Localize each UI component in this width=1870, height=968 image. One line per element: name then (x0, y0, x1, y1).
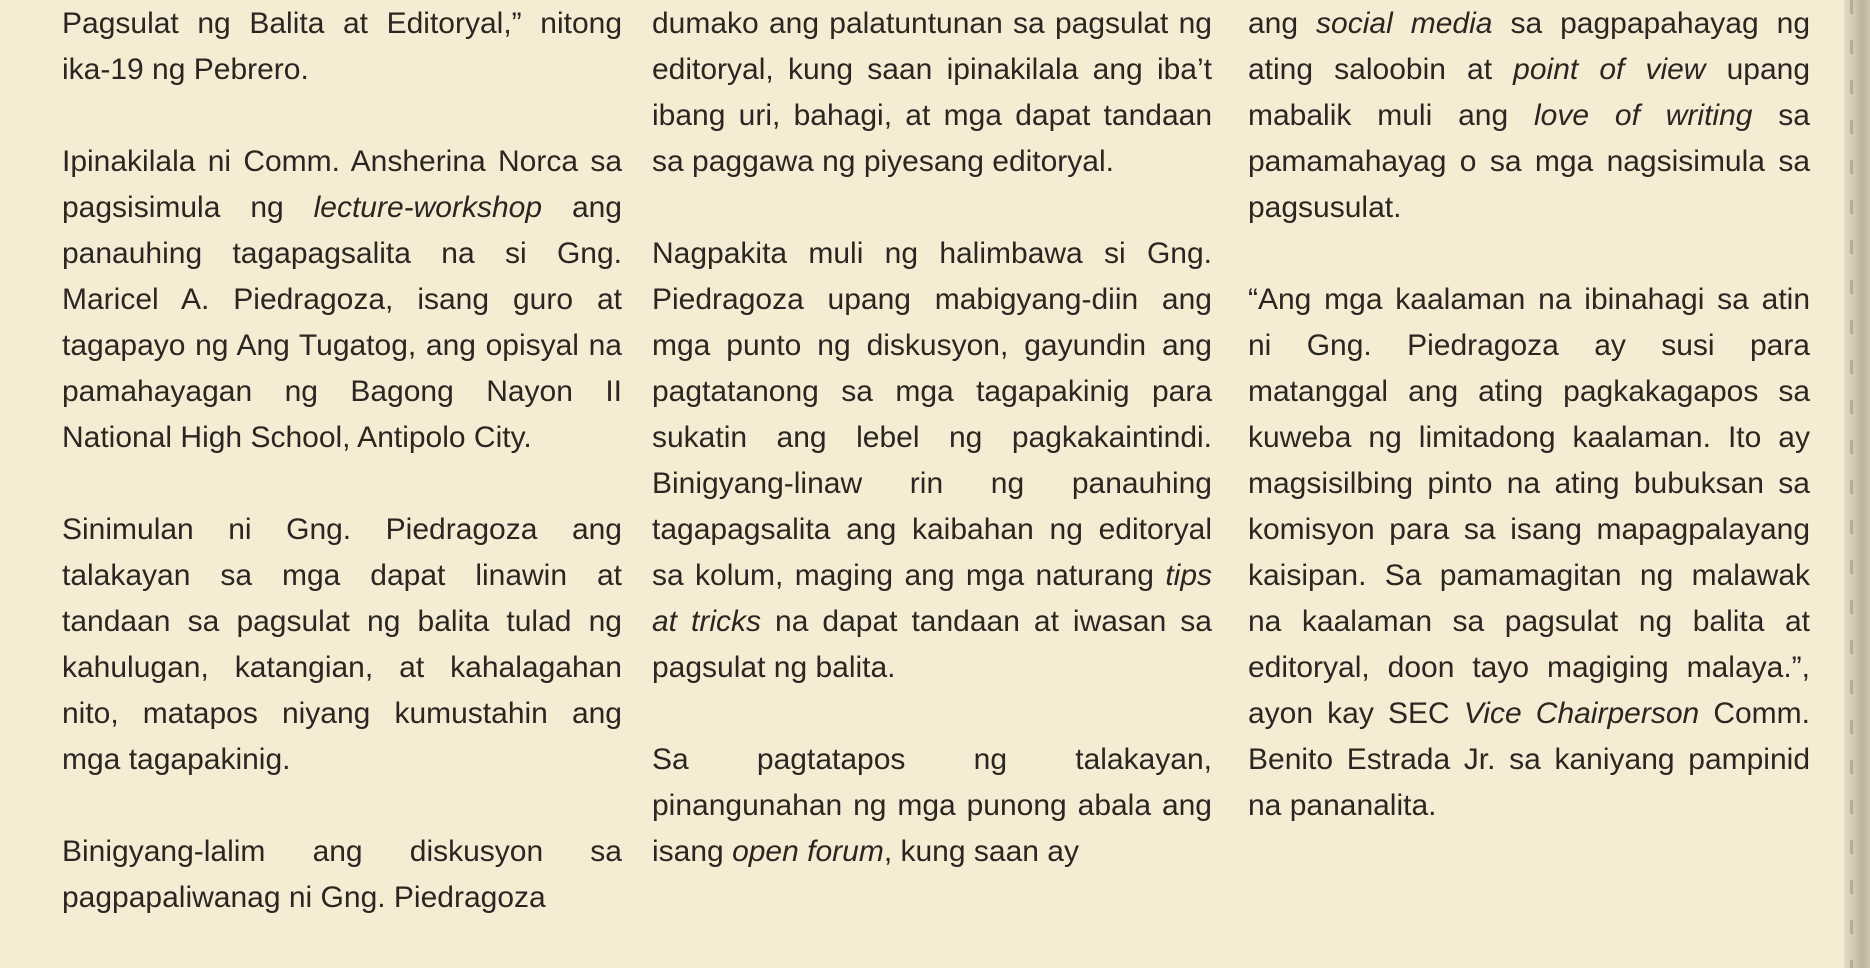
paragraph-text: sa pagpapahayag ng ating saloobin at (1248, 7, 1811, 86)
article-paragraph (652, 737, 1212, 875)
paragraph-text: na dapat tandaan at iwasan sa pagsulat ng balita. (652, 605, 1212, 684)
paragraph-text: Ipinakilala ni Comm. Ansherina Norca sa pagsisimula ng (62, 145, 622, 224)
article-paragraph (62, 829, 622, 921)
article-paragraph (62, 139, 622, 461)
article-column-3 (1248, 1, 1810, 875)
italic-term: point of view (1513, 53, 1706, 86)
paragraph-text: , kung saan ay (883, 835, 1079, 868)
paragraph-text: Sinimulan ni Gng. Piedragoza ang talakayan sa mga dapat linawin at tandaan sa pagsulat ng balita tulad ng kahulugan, katangian, at kahalagahan nito, matapos niyang kumustahin ang mga tagapakinig. (62, 513, 622, 776)
paragraph-text: Sa pagtatapos ng talakayan, pinangunahan ng mga punong abala ang isang (652, 743, 1212, 868)
italic-term: open forum (732, 835, 884, 868)
paragraph-text: Binigyang-lalim ang diskusyon sa pagpapaliwanag ni Gng. Piedragoza (62, 835, 622, 914)
italic-term: Vice Chairperson (1463, 697, 1700, 730)
article-column-1 (62, 1, 622, 967)
paragraph-text: Pagsulat ng Balita at Editoryal,” nitong ika-19 ng Pebrero. (62, 7, 622, 86)
italic-term: tips at tricks (652, 559, 1212, 638)
paragraph-text: “Ang mga kaalaman na ibinahagi sa atin ni Gng. Piedragoza ay susi para matanggal ang ating pagkakagapos sa kuweba ng limitadong kaalaman. Ito ay magsisilbing pinto na ating bubuksan sa komisyon para sa isang mapagpalayang kaisipan. Sa pamamagitan ng malawak na kaalaman sa pagsulat ng balita at editoryal, doon tayo magiging malaya.”, ayon kay SEC (1248, 283, 1810, 730)
italic-term: social media (1316, 7, 1493, 40)
page-edge-image-strip (1844, 0, 1870, 968)
italic-term: love of writing (1534, 99, 1753, 132)
paragraph-text: upang mabalik muli ang (1248, 53, 1810, 132)
paragraph-text: Nagpakita muli ng halimbawa si Gng. Piedragoza upang mabigyang-diin ang mga punto ng diskusyon, gayundin ang pagtatanong sa mga tagapakinig para sukatin ang lebel ng pagkakaintindi. Binigyang-linaw rin ng panauhing tagapagsalita ang kaibahan ng editoryal sa kolum, maging ang mga naturang (652, 237, 1212, 592)
paragraph-text: Comm. Benito Estrada Jr. sa kaniyang pampinid na pananalita. (1248, 697, 1810, 822)
article-paragraph (62, 507, 622, 783)
article-paragraph (62, 1, 622, 93)
paragraph-text: ang panauhing tagapagsalita na si Gng. Maricel A. Piedragoza, isang guro at tagapayo ng Ang Tugatog, ang opisyal na pamahayagan ng Bagong Nayon II National High School, Antipolo City. (62, 191, 622, 454)
article-paragraph (1248, 1, 1810, 231)
article-column-2 (652, 1, 1212, 921)
article-paragraph (652, 231, 1212, 691)
paragraph-text: sa pamamahayag o sa mga nagsisimula sa pagsusulat. (1248, 99, 1810, 224)
italic-term: lecture-workshop (313, 191, 543, 224)
article-paragraph (652, 1, 1212, 185)
paragraph-text: dumako ang palatuntunan sa pagsulat ng editoryal, kung saan ipinakilala ang iba’t ibang uri, bahagi, at mga dapat tandaan sa paggawa ng piyesang editoryal. (652, 7, 1212, 178)
paragraph-text: ang (1248, 7, 1317, 40)
article-paragraph (1248, 277, 1810, 829)
